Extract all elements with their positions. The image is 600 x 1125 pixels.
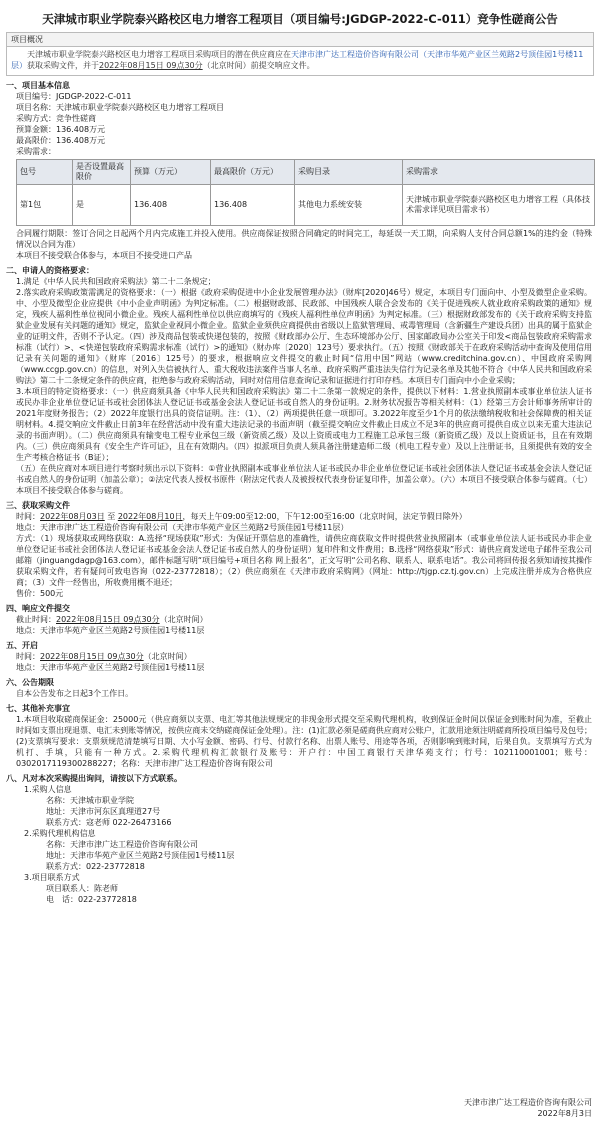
- submission-place: 地点：天津市华苑产业区兰苑路2号顶佳园1号楼11层: [16, 626, 205, 635]
- section-8-heading: 八、凡对本次采购提出询问，请按以下方式联系。: [6, 774, 182, 783]
- project-contact-person: 项目联系人：陈老师: [46, 884, 118, 893]
- contact-purchaser-heading: 1.采购人信息: [24, 785, 72, 794]
- header-budget: 预算（万元）: [131, 160, 211, 185]
- qualification-2: 2.落实政府采购政策需满足的资格要求：（一）根据《政府采购促进中小企业发展管理办法》（财库[2020]46号）规定，本项目专门面向中、小型及微型企业采购。中、小型及微型企业应提供《中小企业声明函》为判定标准。（二）根据财政部、民政部、中国残疾人联合会发布的《关于促进残疾人就业政府采购政策的通知》规定，残疾人福利性单位视同小微企业。残疾人福利性单位以供应商填写的《残疾人福利性单位声明函》为判定标准。（三）根据财政部发布的《关于政府采购支持监狱企业发展有关问题的通知》规定，监狱企业视同小微企业。监狱企业须供应商提供由省级以上监狱管理局、戒毒管理局（含新疆生产建设兵团）出具的属于监狱企业的证明文件，否则不予认定。（四）涉及商品包装或快递包装的，按照《财政部办公厅、生态环境部办公厅、国家邮政局办公室关于印发<商品包装政府采购需求标准（试行）>、<快递包装政府采购需求标准（试行）>的通知》（财办库〔2020〕123号）要求执行。（五）按照《财政部关于在政府采购活动中查询及使用信用记录有关问题的通知》（财库〔2016〕125号）的要求，根据响应文件提交的截止时间“信用中国”网站（www.creditchina.gov.cn）、中国政府采购网（www.ccgp.gov.cn）的信息，对列入失信被执行人、重大税收违法案件当事人名单、政府采购严重违法失信行为记录名单及其他不符合《中华人民共和国政府采购法》第二十二条规定条件的供应商，拒绝参与政府采购活动，同时对信用信息查询记录和证据进行打印存档。本项目专门面向中小企业采购；: [16, 288, 592, 385]
- acquire-price: 售价：500元: [16, 589, 64, 598]
- notice-period: 自本公告发布之日起3个工作日。: [16, 689, 134, 698]
- qualification-4: （五）在供应商对本项目进行考察时须出示以下资料：①营业执照副本或事业单位法人证书或民办非企业单位登记证书或社会团体法人登记证书或基金会法人登记证书或自然人的身份证明（加盖公章）；②法定代表人授权书原件（附法定代表人及被授权代表身份证复印件，加盖公章）。（六）本项目不接受联合体参与磋商。（七）本项目不接受联合体参与磋商。: [16, 464, 592, 495]
- section-1-heading: 一、项目基本信息: [6, 81, 70, 90]
- section-5-heading: 五、开启: [6, 641, 38, 650]
- overview-text: 天津城市职业学院泰兴路校区电力增容工程项目采购项目的潜在供应商应在天津市津广达工程造价咨询有限公司（天津市华苑产业区兰苑路2号顶佳园1号楼11层）获取采购文件，并于2022年08月15日 09点30分（北京时间）前提交响应文件。: [6, 46, 594, 76]
- opening-place: 地点：天津市华苑产业区兰苑路2号顶佳园1号楼11层: [16, 663, 205, 672]
- signature-org: 天津市津广达工程造价咨询有限公司: [464, 1098, 592, 1107]
- header-max-price-set: 是否设置最高限价: [73, 160, 131, 185]
- header-catalog: 采购目录: [295, 160, 403, 185]
- procurement-method: 采购方式：竞争性磋商: [16, 114, 96, 123]
- acquire-place: 地点：天津市津广达工程造价咨询有限公司（天津市华苑产业区兰苑路2号顶佳园1号楼11层）: [16, 523, 349, 532]
- signature-date: 2022年8月3日: [537, 1109, 592, 1118]
- procurement-needs-label: 采购需求：: [16, 147, 56, 156]
- agency-phone: 联系方式：022-23772818: [46, 862, 145, 871]
- submission-deadline: 截止时间：2022年08月15日 09点30分（北京时间）: [16, 615, 208, 624]
- section-4-heading: 四、响应文件提交: [6, 604, 70, 613]
- project-name: 项目名称：天津城市职业学院泰兴路校区电力增容工程项目: [16, 103, 224, 112]
- cell-needs: 天津城市职业学院泰兴路校区电力增容工程（具体技术需求详见项目需求书）: [403, 185, 595, 226]
- opening-time: 时间：2022年08月15日 09点30分（北京时间）: [16, 652, 192, 661]
- budget-amount: 预算金额：136.408万元: [16, 125, 106, 134]
- cell-budget: 136.408: [131, 185, 211, 226]
- qualification-1: 1.满足《中华人民共和国政府采购法》第二十二条规定；: [16, 277, 216, 286]
- table-row: [17, 185, 595, 226]
- acquire-method: 方式：（1）现场获取或网络获取：A.选择“现场获取”形式：为保证开票信息的准确性，请供应商获取文件时提供营业执照副本（或事业单位法人证书或民办非企业单位登记证书或社会团体法人登记证书或基金会法人登记证书或自然人的身份证明）复印件和文件费用；B.选择“网络获取”形式：请供应商发送电子邮件至我公司邮箱（jinguangdagp@163.com），邮件标题写明“项目编号+项目名称 网上报名”，正文写明“公司名称、联系人、联系电话”。我公司将回传报名须知请按其操作获取采购文件，若有疑问可致电咨询（022-23772818）；（2）供应商须在《天津市政府采购网》（网址：http://tjgp.cz.tj.gov.cn）上完成注册并成为合格供应商；（3）文件一经售出，所收费用概不退还；: [16, 534, 592, 587]
- no-consortium-note: 本项目不接受联合体参与，本项目不接受进口产品: [16, 251, 192, 260]
- cell-max-price-set: 是: [73, 185, 131, 226]
- agency-name: 名称：天津市津广达工程造价咨询有限公司: [46, 840, 198, 849]
- project-contact-phone: 电 话：022-23772818: [46, 895, 137, 904]
- table-header-row: [17, 160, 595, 185]
- page-title: 天津城市职业学院泰兴路校区电力增容工程项目（项目编号:JGDGP-2022-C-011）竞争性磋商公告: [42, 12, 558, 26]
- signature-block: [464, 1097, 592, 1119]
- section-2-heading: 二、申请人的资格要求：: [6, 266, 94, 275]
- header-needs: 采购需求: [403, 160, 595, 185]
- cell-max-price: 136.408: [211, 185, 295, 226]
- contact-agency-heading: 2.采购代理机构信息: [24, 829, 96, 838]
- header-max-price: 最高限价（万元）: [211, 160, 295, 185]
- agency-address: 地址：天津市华苑产业区兰苑路2号顶佳园1号楼11层: [46, 851, 235, 860]
- contact-project-heading: 3.项目联系方式: [24, 873, 80, 882]
- section-7-heading: 七、其他补充事宜: [6, 704, 70, 713]
- purchaser-name: 名称：天津城市职业学院: [46, 796, 134, 805]
- contract-period: 合同履行期限：签订合同之日起两个月内完成施工并投入使用。供应商保证按照合同确定的时间完工，每延误一天工期，向采购人支付合同总额1%的违约金（特殊情况以合同为准）: [16, 229, 592, 249]
- purchaser-phone: 联系方式：寇老师 022-26473166: [46, 818, 172, 827]
- deposit-info: 1.本项目收取磋商保证金：25000元（供应商须以支票、电汇等其他法规规定的非现金形式提交至采购代理机构，收到保证金时间以保证金到账时间为准，至截止时间如支票出现退票、电汇未到账等情况，按供应商未交纳磋商保证金处理）。注：(1)汇款必须是磋商供应商对公账户，汇款用途须注明磋商所投项目编号及包号；(2)支票填写要求：支票须规范清楚填写日期、大小写金额、密码、行号、付款行名称、出票人账号、用途等各项，否则影响到账时间，后果自负。支票填写方式为机打、手填，只能有一种方式。2.采购代理机构汇款银行及账号：开户行：中国工商银行天津华苑支行；行号：102110001001；账号：0302017119300288227；名称：天津市津广达工程造价咨询有限公司: [16, 715, 592, 768]
- qualification-3: 3.本项目的特定资格要求：（一）供应商须具备《中华人民共和国政府采购法》第二十二条第一款规定的条件，提供以下材料：1.营业执照副本或事业单位法人证书或民办非企业单位登记证书或社会团体法人登记证书或基金会法人登记证书或自然人的身份证明。2.财务状况报告等相关材料：（1）经第三方会计师事务所审计的2021年度财务报告；（2）2022年度银行出具的资信证明。注：（1）、（2）两项提供任意一项即可。3.2022年度至少1个月的依法缴纳税收和社会保障费的相关证明材料。4.提交响应文件截止日前3年在经营活动中没有重大违法记录的书面声明（截至提交响应文件截止日成立不足3年的供应商可提供自成立以来无重大违法记录的书面声明）。（二）供应商须具有输变电工程专业承包三级（新资质乙级）及以上资质或电力工程施工总承包三级（新资质乙级）及以上资质证书，且在有效期内。（三）供应商须具有《安全生产许可证》，且在有效期内。（四）拟派项目负责人须具备注册建造师二级（机电工程专业）及以上注册证书，且须提供有效的安全生产考核合格证书（B证）；: [16, 387, 592, 462]
- purchaser-address: 地址：天津市河东区真理道27号: [46, 807, 161, 816]
- acquire-time: 时间：2022年08月03日 至 2022年08月10日，每天上午09:00至12:00，下午12:00至16:00（北京时间，法定节假日除外）: [16, 512, 467, 521]
- cell-catalog: 其他电力系统安装: [295, 185, 403, 226]
- overview-heading: 项目概况: [6, 32, 594, 46]
- max-price: 最高限价：136.408万元: [16, 136, 106, 145]
- cell-package: 第1包: [17, 185, 73, 226]
- section-3-heading: 三、获取采购文件: [6, 501, 70, 510]
- header-package: 包号: [17, 160, 73, 185]
- section-6-heading: 六、公告期限: [6, 678, 54, 687]
- requirements-table: [16, 159, 595, 226]
- project-number: 项目编号：JGDGP-2022-C-011: [16, 92, 132, 101]
